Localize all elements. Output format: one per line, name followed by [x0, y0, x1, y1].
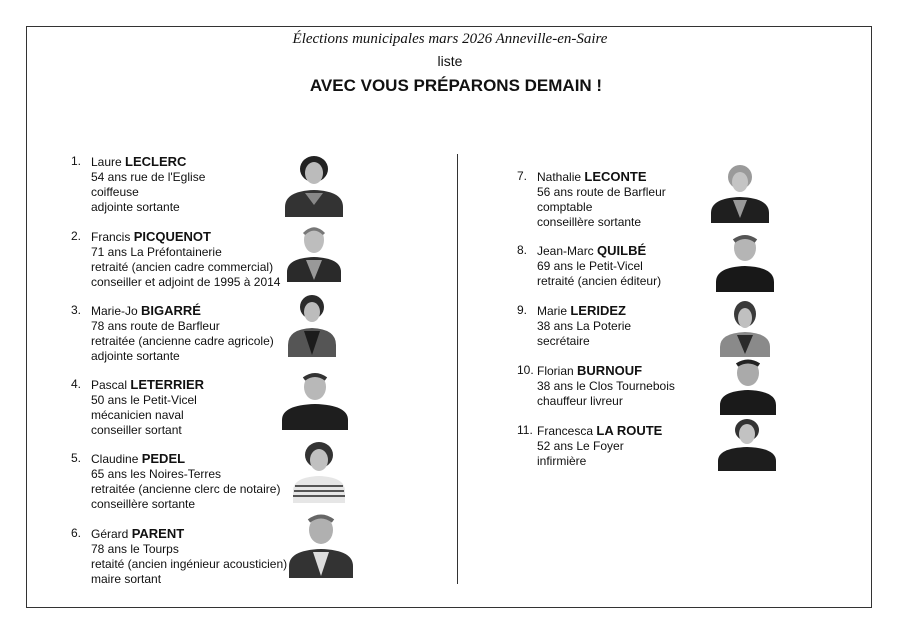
candidate-photo	[720, 300, 770, 357]
candidate-photo	[283, 153, 345, 217]
election-title: Élections municipales mars 2026 Anneville-en-Saire	[292, 31, 608, 47]
candidate-last-name: LETERRIER	[130, 377, 205, 392]
candidate-7	[517, 169, 666, 230]
candidate-first-name: Marie-Jo	[91, 304, 138, 318]
list-label: liste	[437, 53, 463, 69]
candidate-detail: 65 ans les Noires-Terres	[91, 467, 222, 481]
candidate-detail: mécanicien naval	[91, 408, 184, 422]
candidate-first-name: Jean-Marc	[537, 244, 594, 258]
candidate-first-name: Claudine	[91, 452, 139, 466]
list-slogan: AVEC VOUS PRÉPARONS DEMAIN !	[309, 76, 603, 95]
column-divider	[457, 154, 458, 584]
candidate-last-name: PICQUENOT	[133, 229, 211, 244]
candidate-detail: comptable	[537, 200, 593, 214]
candidate-photo	[289, 512, 353, 578]
candidate-number: 1.	[71, 154, 82, 168]
candidate-number: 5.	[71, 451, 82, 465]
candidate-detail: retaité (ancien ingénieur acousticien)	[91, 557, 288, 571]
candidate-detail: adjointe sortante	[91, 200, 180, 214]
candidate-photo	[288, 293, 336, 357]
candidate-detail: 71 ans La Préfontainerie	[91, 245, 222, 259]
candidate-9	[517, 303, 632, 349]
candidate-first-name: Pascal	[91, 378, 128, 392]
candidate-11	[517, 423, 663, 469]
candidate-first-name: Florian	[537, 364, 574, 378]
candidate-detail: retraité (ancien éditeur)	[537, 274, 662, 288]
candidate-number: 2.	[71, 229, 82, 243]
candidate-number: 9.	[517, 303, 528, 317]
candidate-5	[71, 451, 281, 512]
candidate-detail: conseiller sortant	[91, 423, 182, 437]
candidate-last-name: PARENT	[131, 526, 185, 541]
candidate-last-name: QUILBÉ	[597, 243, 647, 258]
candidate-first-name: Laure	[91, 155, 122, 169]
candidate-photo	[720, 358, 776, 415]
candidate-10	[517, 363, 675, 409]
candidate-number: 6.	[71, 526, 82, 540]
candidate-detail: maire sortant	[91, 572, 162, 586]
candidate-detail: secrétaire	[537, 334, 590, 348]
candidate-detail: 50 ans le Petit-Vicel	[91, 393, 197, 407]
candidate-number: 8.	[517, 243, 528, 257]
candidate-last-name: BIGARRÉ	[141, 303, 201, 318]
candidate-last-name: LECONTE	[584, 169, 647, 184]
candidate-last-name: LECLERC	[125, 154, 187, 169]
candidate-number: 7.	[517, 169, 528, 183]
candidate-photo	[716, 232, 774, 292]
candidate-detail: coiffeuse	[91, 185, 139, 199]
candidate-detail: chauffeur livreur	[537, 394, 623, 408]
candidate-detail: conseillère sortante	[91, 497, 196, 511]
candidate-photo	[287, 224, 341, 282]
candidate-detail: infirmière	[537, 454, 587, 468]
candidate-photo	[282, 370, 348, 430]
candidate-2	[71, 229, 281, 290]
candidate-photo	[718, 417, 776, 471]
candidate-first-name: Nathalie	[537, 170, 582, 184]
candidate-detail: retraitée (ancienne cadre agricole)	[91, 334, 274, 348]
candidate-first-name: Marie	[537, 304, 568, 318]
candidate-4	[71, 377, 205, 438]
candidate-detail: 56 ans route de Barfleur	[537, 185, 666, 199]
candidate-number: 3.	[71, 303, 82, 317]
candidate-detail: conseillère sortante	[537, 215, 642, 229]
candidate-1	[71, 154, 206, 215]
candidate-last-name: LERIDEZ	[570, 303, 626, 318]
candidate-detail: 52 ans Le Foyer	[537, 439, 624, 453]
candidate-detail: 69 ans le Petit-Vicel	[537, 259, 643, 273]
candidate-first-name: Gérard	[91, 527, 129, 541]
candidate-detail: 54 ans rue de l'Eglise	[91, 170, 206, 184]
candidate-8	[517, 243, 662, 289]
candidate-last-name: PEDEL	[141, 451, 186, 466]
candidate-detail: retraitée (ancienne clerc de notaire)	[91, 482, 281, 496]
candidate-number: 4.	[71, 377, 82, 391]
candidate-last-name: BURNOUF	[577, 363, 643, 378]
candidate-number: 11.	[517, 423, 533, 437]
candidate-last-name: LA ROUTE	[596, 423, 663, 438]
candidate-photo	[293, 441, 345, 503]
candidate-detail: 38 ans le Clos Tournebois	[537, 379, 675, 393]
candidate-detail: 38 ans La Poterie	[537, 319, 632, 333]
candidate-detail: conseiller et adjoint de 1995 à 2014	[91, 275, 281, 289]
candidate-number: 10.	[517, 363, 534, 377]
candidate-first-name: Francis	[91, 230, 131, 244]
candidate-detail: 78 ans le Tourps	[91, 542, 179, 556]
candidate-6	[71, 526, 288, 587]
candidate-detail: retraité (ancien cadre commercial)	[91, 260, 274, 274]
candidate-3	[71, 303, 274, 364]
candidate-photo	[711, 163, 769, 223]
candidate-detail: adjointe sortante	[91, 349, 180, 363]
candidate-first-name: Francesca	[537, 424, 594, 438]
candidate-detail: 78 ans route de Barfleur	[91, 319, 220, 333]
